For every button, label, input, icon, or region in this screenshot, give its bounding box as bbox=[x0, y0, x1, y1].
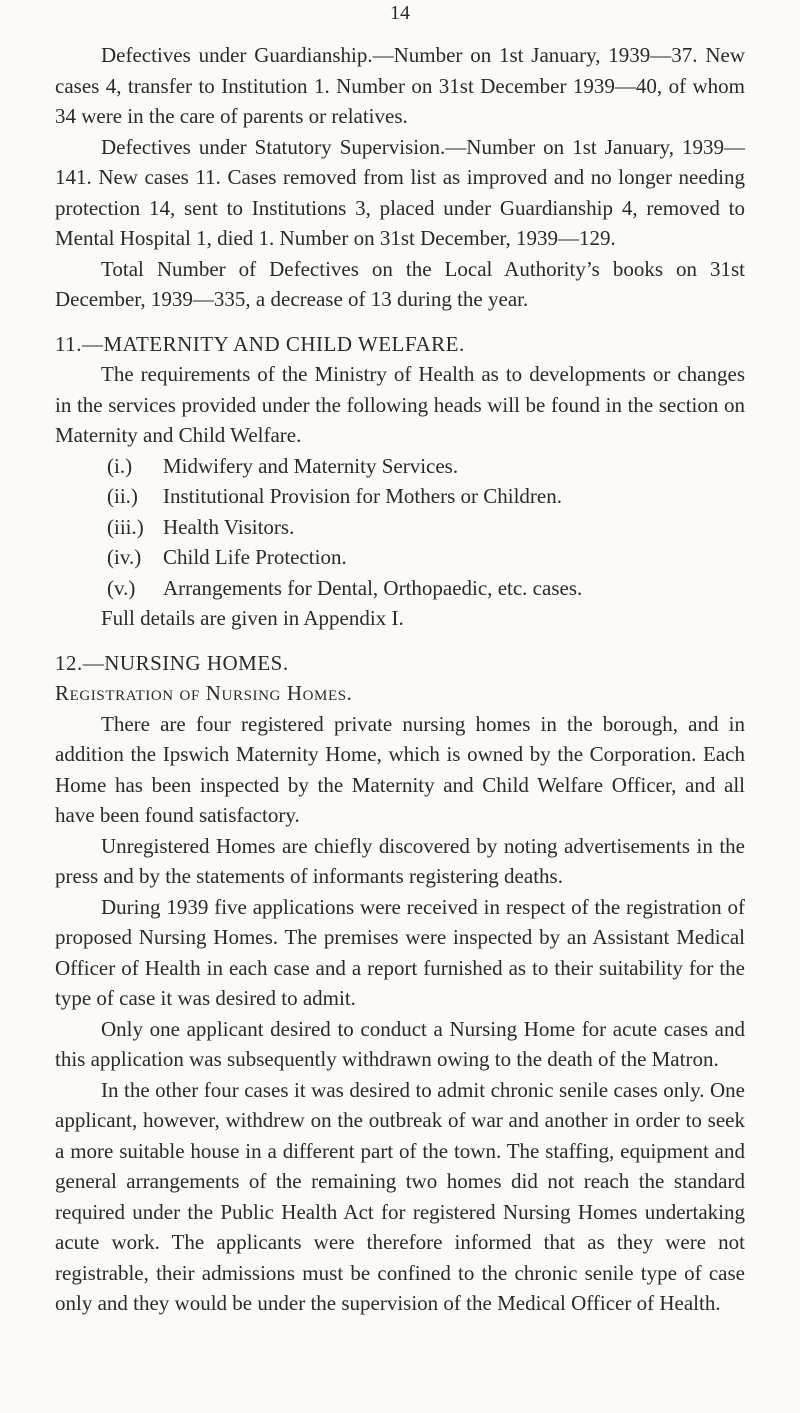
list-item-text: Midwifery and Maternity Services. bbox=[163, 453, 459, 478]
list-item bbox=[107, 481, 745, 512]
nursing-paragraph: During 1939 five applications were received in respect of the registration of proposed Nursing Homes. The premises were inspected by an Assistant Medical Officer of Health in each case and a report furnished as to their suitability for the type of case it was desired to admit. bbox=[55, 894, 745, 1010]
list-item-text: Arrangements for Dental, Orthopaedic, etc. cases. bbox=[163, 575, 583, 600]
section-12-heading: 12.—NURSING HOMES. bbox=[55, 650, 289, 675]
list-item-text: Health Visitors. bbox=[163, 514, 295, 539]
nursing-paragraph: There are four registered private nursing homes in the borough, and in addition the Ipswich Maternity Home, which is owned by the Corporation. Each Home has been inspected by the Maternity and Child Welfare Officer, and all have been found satisfactory. bbox=[55, 711, 745, 827]
nursing-paragraph: In the other four cases it was desired to admit chronic senile cases only. One applicant, however, withdrew on the outbreak of war and another in order to seek a more suitable house in a different part of the town. The staffing, equipment and general arrangements of the remaining two homes did not reach the standard required under the Public Health Act for registered Nursing Homes undertaking acute work. The applicants were therefore informed that as they were not registrable, their admissions must be confined to the chronic senile type of case only and they would be under the supervision of the Medical Officer of Health. bbox=[55, 1077, 745, 1315]
list-item-text: Child Life Protection. bbox=[163, 545, 347, 569]
services-list bbox=[55, 451, 745, 604]
section-11-heading: 11.—MATERNITY AND CHILD WELFARE. bbox=[55, 331, 465, 356]
list-item-number: (iii.) bbox=[107, 514, 144, 539]
list-item bbox=[107, 512, 745, 543]
paragraph-total-defectives: Total Number of Defectives on the Local Authority’s books on 31st December, 1939—335, a decrease of 13 during the year. bbox=[55, 256, 745, 311]
paragraph-guardianship: Defectives under Guardianship.—Number on 1st January, 1939—37. New cases 4, transfer to Institution 1. Number on 31st December 1939—40, of whom 34 were in the care of parents or relatives. bbox=[55, 43, 745, 128]
page-body bbox=[55, 40, 745, 1319]
list-item bbox=[107, 542, 745, 573]
section-11-footer: Full details are given in Appendix I. bbox=[101, 606, 404, 630]
list-item-text: Institutional Provision for Mothers or Children. bbox=[163, 484, 562, 508]
paragraph-statutory-supervision: Defectives under Statutory Supervision.—Number on 1st January, 1939—141. New cases 11. Cases removed from list as improved and no longer needing protection 14, sent to Institutions 3, placed under Guardianship 4, removed to Mental Hospital 1, died 1. Number on 31st December, 1939—129. bbox=[55, 134, 745, 250]
nursing-paragraph: Only one applicant desired to conduct a Nursing Home for acute cases and this application was subsequently withdrawn owing to the death of the Matron. bbox=[55, 1016, 745, 1071]
list-item bbox=[107, 573, 745, 604]
page-number: 14 bbox=[390, 2, 410, 24]
list-item-number: (iv.) bbox=[107, 545, 142, 569]
list-item-number: (ii.) bbox=[107, 484, 138, 508]
nursing-paragraph: Unregistered Homes are chiefly discovered by noting advertisements in the press and by the statements of informants registering deaths. bbox=[55, 833, 745, 888]
list-item bbox=[107, 451, 745, 482]
section-11-intro: The requirements of the Ministry of Health as to developments or changes in the services provided under the following heads will be found in the section on Maternity and Child Welfare. bbox=[55, 362, 745, 447]
section-12-subheading: Registration of Nursing Homes. bbox=[55, 681, 353, 705]
list-item-number: (i.) bbox=[107, 453, 133, 478]
list-item-number: (v.) bbox=[107, 575, 136, 600]
